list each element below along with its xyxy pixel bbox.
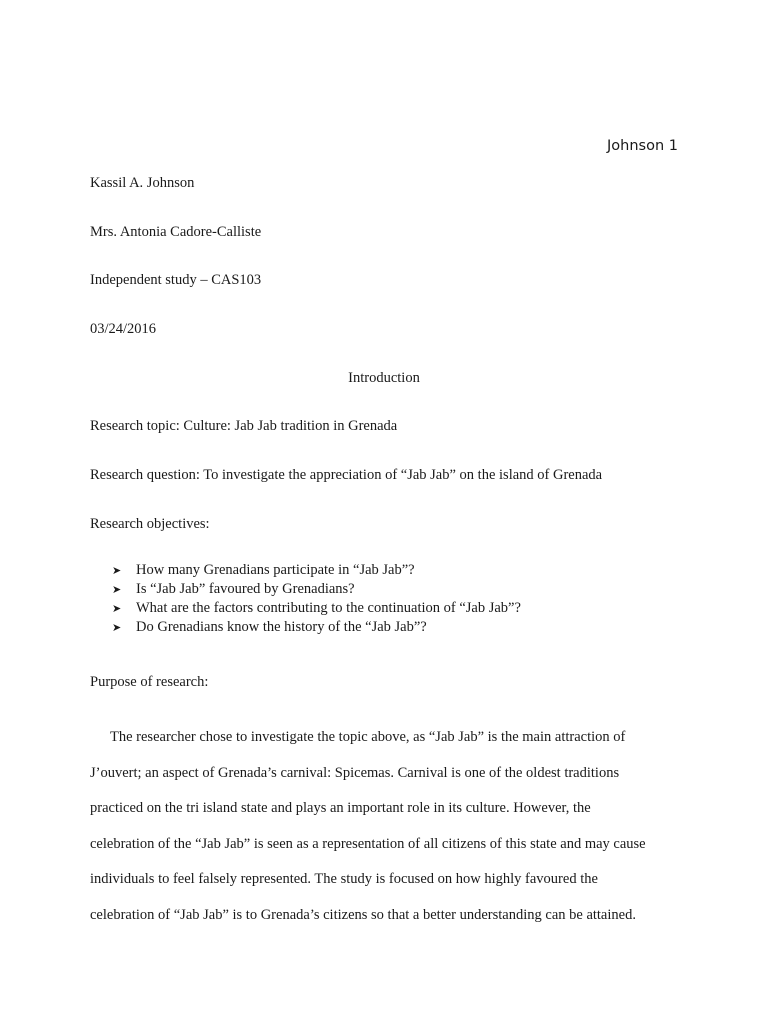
instructor-name: Mrs. Antonia Cadore-Calliste <box>90 224 262 240</box>
research-question: Research question: To investigate the appreciation of “Jab Jab” on the island of Grenada <box>90 467 603 483</box>
student-name: Kassil A. Johnson <box>90 175 195 191</box>
objective-text: Is “Jab Jab” favoured by Grenadians? <box>136 581 355 597</box>
paragraph-line: celebration of “Jab Jab” is to Grenada’s citizens so that a better understanding can be attained. <box>90 906 636 923</box>
objective-text: Do Grenadians know the history of the “Jab Jab”? <box>136 619 427 635</box>
paragraph-line: J’ouvert; an aspect of Grenada’s carnival: Spicemas. Carnival is one of the oldest traditions <box>90 764 620 781</box>
objective-text: How many Grenadians participate in “Jab Jab”? <box>136 562 415 578</box>
document-date: 03/24/2016 <box>90 321 157 337</box>
paragraph-line: practiced on the tri island state and plays an important role in its culture. However, the <box>90 800 591 817</box>
list-item <box>112 618 521 637</box>
list-item <box>112 580 521 599</box>
running-head: Johnson 1 <box>607 138 678 154</box>
paragraph-line: celebration of the “Jab Jab” is seen as a representation of all citizens of this state and may cause <box>90 835 646 852</box>
section-title: Introduction <box>348 370 420 386</box>
course-name: Independent study – CAS103 <box>90 272 262 288</box>
arrowhead-bullet-icon: ➤ <box>112 602 122 615</box>
list-item <box>112 599 521 618</box>
arrowhead-bullet-icon: ➤ <box>112 621 122 634</box>
purpose-label: Purpose of research: <box>90 674 209 690</box>
research-objectives-label: Research objectives: <box>90 516 210 532</box>
arrowhead-bullet-icon: ➤ <box>112 564 122 577</box>
purpose-paragraph <box>90 720 680 934</box>
paragraph-line: individuals to feel falsely represented. The study is focused on how highly favoured the <box>90 871 598 888</box>
list-item <box>112 561 521 580</box>
arrowhead-bullet-icon: ➤ <box>112 583 122 596</box>
research-topic: Research topic: Culture: Jab Jab tradition in Grenada <box>90 418 398 434</box>
objectives-list <box>112 561 521 637</box>
paragraph-line: The researcher chose to investigate the topic above, as “Jab Jab” is the main attraction of <box>110 729 626 745</box>
objective-text: What are the factors contributing to the continuation of “Jab Jab”? <box>136 600 521 616</box>
